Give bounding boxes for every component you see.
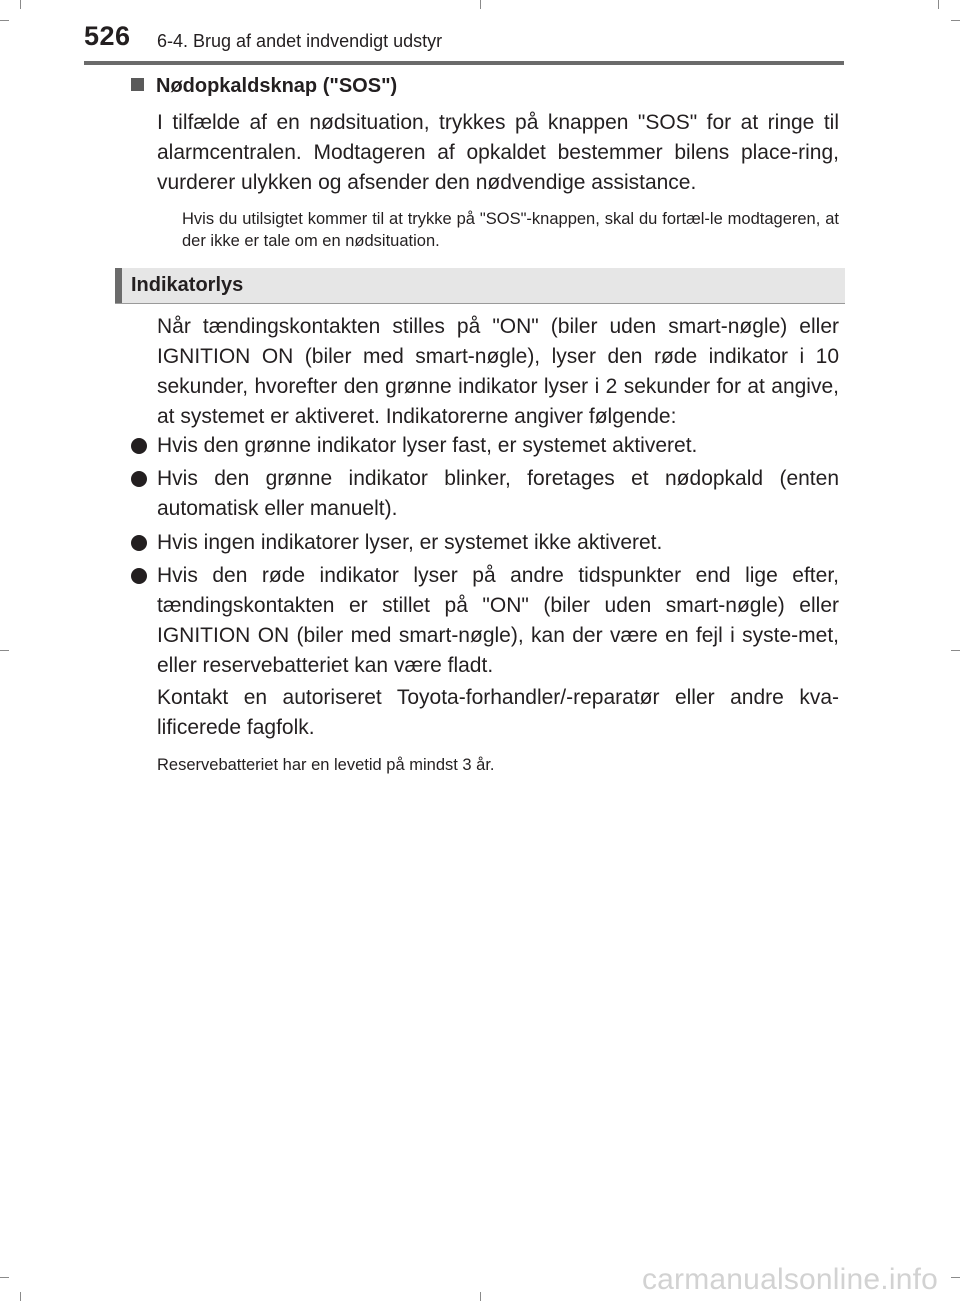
crop-mark	[20, 1292, 21, 1301]
header-rule	[84, 61, 844, 65]
section-title: Indikatorlys	[131, 274, 244, 296]
crop-mark	[480, 1292, 481, 1301]
crop-mark	[951, 650, 960, 651]
bullet-icon	[131, 568, 147, 584]
list-item	[131, 561, 839, 681]
list-item-text: Hvis ingen indikatorer lyser, er systemet ikke aktiveret.	[157, 531, 663, 554]
crop-mark	[951, 1277, 960, 1278]
list-item	[131, 431, 839, 461]
crop-mark	[938, 0, 939, 9]
crop-mark	[0, 650, 9, 651]
square-bullet-icon	[131, 78, 144, 91]
watermark: carmanualsonline.info	[641, 1263, 938, 1296]
bullet-icon	[131, 535, 147, 551]
sos-note: Hvis du utilsigtet kommer til at trykke på "SOS"-knappen, skal du fortæl-le modtageren, at der ikke er tale om en nødsituation.	[182, 210, 839, 250]
section-accent	[115, 268, 122, 303]
sos-heading	[131, 75, 397, 98]
sos-heading-text: Nødopkaldsknap ("SOS")	[156, 75, 398, 97]
crop-mark	[480, 0, 481, 9]
crop-mark	[951, 20, 960, 21]
bullet-icon	[131, 438, 147, 454]
list-item	[131, 464, 839, 524]
crop-mark	[20, 0, 21, 9]
section-heading-bar	[115, 268, 845, 304]
list-item-text: Hvis den røde indikator lyser på andre tidspunkter end lige efter, tændingskontakten er stillet på "ON" (biler uden smart-nøgle) eller IGNITION ON (biler med smart-nøgle), kan der være en fejl i syste-met, eller reservebatteriet kan være fladt.	[157, 564, 839, 677]
list-item	[131, 528, 839, 558]
battery-note: Reservebatteriet har en levetid på mindst 3 år.	[157, 756, 495, 774]
page-number: 526	[84, 21, 131, 51]
crop-mark	[0, 20, 9, 21]
crop-mark	[0, 1277, 9, 1278]
list-item-text: Hvis den grønne indikator lyser fast, er systemet aktiveret.	[157, 434, 698, 457]
chapter-title: 6-4. Brug af andet indvendigt udstyr	[157, 31, 443, 51]
list-item-text: Hvis den grønne indikator blinker, foretages et nødopkald (enten automatisk eller manuelt).	[157, 467, 839, 520]
bullet-icon	[131, 471, 147, 487]
sos-body: I tilfælde af en nødsituation, trykkes på knappen "SOS" for at ringe til alarmcentralen. Modtageren af opkaldet bestemmer bilens place-ring, vurderer ulykken og afsender den nødvendige assistance.	[157, 111, 839, 194]
contact-text: Kontakt en autoriseret Toyota-forhandler/-reparatør eller andre kva-lificerede fagfolk.	[157, 686, 839, 739]
indicator-intro: Når tændingskontakten stilles på "ON" (biler uden smart-nøgle) eller IGNITION ON (biler med smart-nøgle), lyser den røde indikator i 10 sekunder, hvorefter den grønne indikator lyser i 2 sekunder for at angive, at systemet er aktiveret. Indikatorerne angiver følgende:	[157, 315, 839, 428]
